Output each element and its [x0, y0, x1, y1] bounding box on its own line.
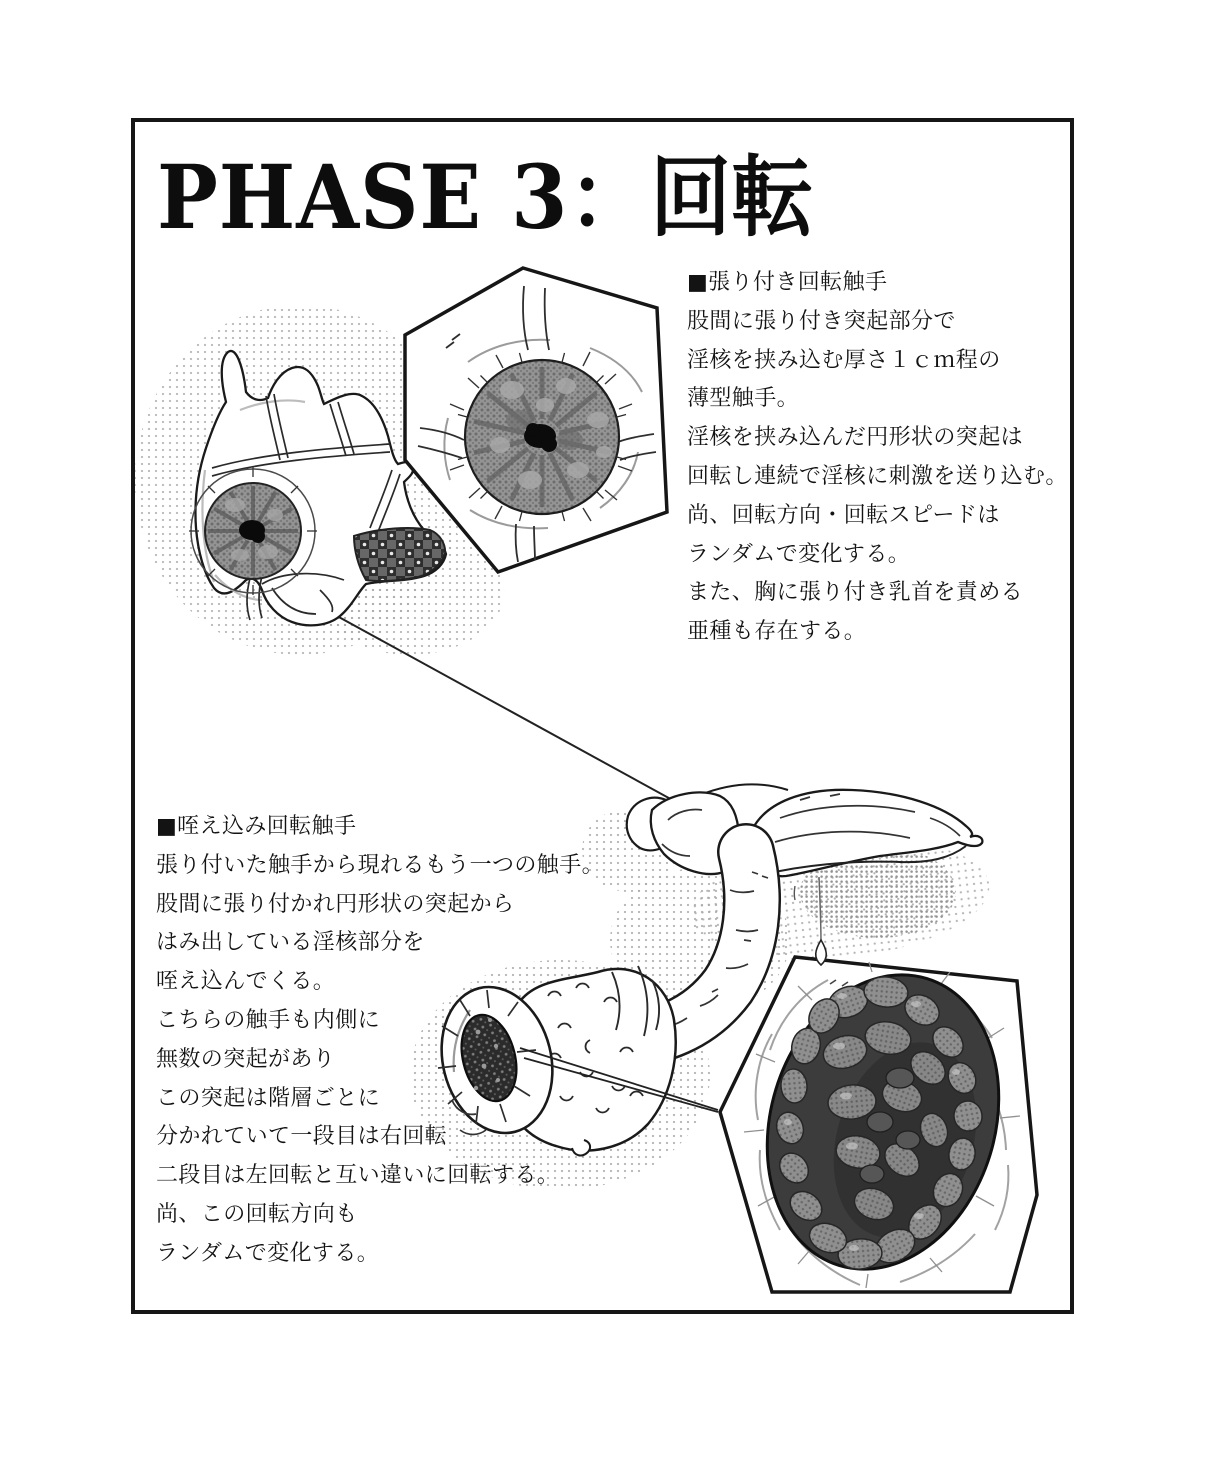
section-bite-heading: ■咥え込み回転触手 — [156, 814, 357, 839]
text-line: 張り付いた触手から現れるもう一つの触手。 — [156, 852, 605, 878]
text-line: 淫核を挟み込む厚さ１ｃｍ程の — [687, 347, 1001, 373]
section-bite-tentacle — [156, 808, 604, 1274]
text-line: こちらの触手も内側に — [156, 1007, 381, 1033]
text-line: 無数の突起があり — [156, 1046, 336, 1072]
text-line: 股間に張り付き突起部分で — [687, 308, 956, 334]
text-line: 分かれていて一段目は右回転 — [156, 1124, 448, 1150]
text-line: 二段目は左回転と互い違いに回転する。 — [156, 1163, 560, 1189]
text-line: 薄型触手。 — [687, 386, 800, 412]
text-line: 尚、回転方向・回転スピードは — [687, 502, 1000, 528]
text-line: この突起は階層ごとに — [156, 1085, 381, 1111]
text-line: ランダムで変化する。 — [687, 541, 911, 567]
page-title: PHASE 3：回転 — [157, 145, 814, 249]
section-attach-tentacle — [687, 264, 1068, 652]
text-line: 咥え込んでくる。 — [156, 969, 336, 995]
text-line: はみ出している淫核部分を — [156, 930, 425, 956]
text-line: 股間に張り付かれ円形状の突起から — [156, 891, 515, 917]
text-line: 回転し連続で淫核に刺激を送り込む。 — [687, 463, 1068, 489]
text-line: また、胸に張り付き乳首を責める — [687, 580, 1024, 606]
text-line: 淫核を挟み込んだ円形状の突起は — [687, 425, 1024, 451]
text-line: ランダムで変化する。 — [156, 1240, 380, 1266]
text-line: 尚、この回転方向も — [156, 1201, 358, 1227]
section-attach-heading: ■張り付き回転触手 — [687, 270, 888, 295]
mouth-zoom-inset — [720, 946, 1037, 1298]
text-line: 亜種も存在する。 — [687, 619, 867, 645]
